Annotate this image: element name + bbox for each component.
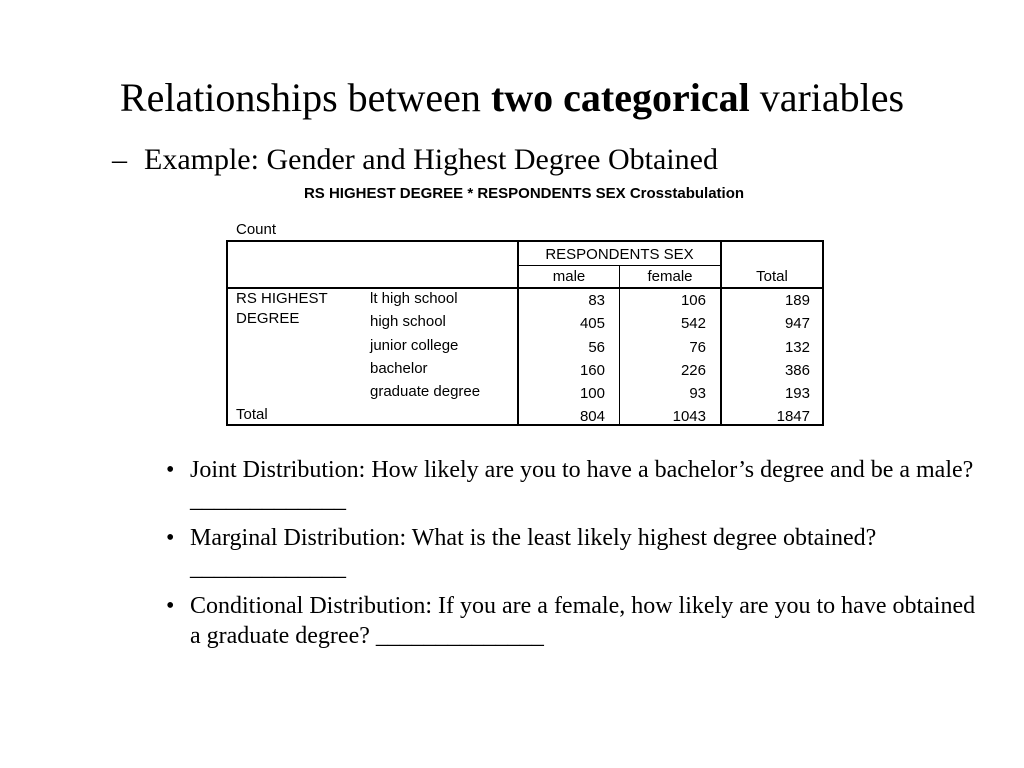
cell-total: 189 bbox=[784, 292, 810, 309]
cell-female: 106 bbox=[680, 292, 706, 309]
question-list bbox=[160, 455, 980, 659]
divider-horizontal-group bbox=[518, 265, 721, 266]
question-marginal-distribution: Marginal Distribution: What is the least likely highest degree obtained? _____________ bbox=[190, 525, 877, 581]
header-female: female bbox=[647, 268, 693, 285]
slide-subtitle bbox=[112, 142, 718, 178]
header-total: Total bbox=[756, 268, 788, 285]
list-item bbox=[160, 523, 980, 583]
title-text-bold: two categorical bbox=[490, 75, 750, 120]
bullet-glyph: • bbox=[166, 525, 175, 551]
subtitle-text: Example: Gender and Highest Degree Obtained bbox=[144, 143, 718, 176]
cell-male-total: 804 bbox=[579, 408, 605, 425]
row-label: junior college bbox=[370, 337, 459, 354]
cell-male: 405 bbox=[579, 315, 605, 332]
cell-total: 386 bbox=[784, 362, 810, 379]
crosstab-table bbox=[226, 240, 824, 426]
row-variable-label-line2: DEGREE bbox=[236, 310, 300, 327]
cell-female: 76 bbox=[689, 339, 706, 356]
question-joint-distribution: Joint Distribution: How likely are you to have a bachelor’s degree and be a male? _____________ bbox=[190, 457, 974, 513]
cell-total: 947 bbox=[784, 315, 810, 332]
header-respondents-sex: RESPONDENTS SEX bbox=[545, 246, 694, 263]
question-conditional-distribution: Conditional Distribution: If you are a female, how likely are you to have obtained a graduate degree? ______________ bbox=[190, 593, 976, 649]
cell-grand-total: 1847 bbox=[776, 408, 810, 425]
cell-female-total: 1043 bbox=[672, 408, 706, 425]
slide-title bbox=[0, 72, 1024, 124]
header-male: male bbox=[552, 268, 586, 285]
cell-female: 93 bbox=[689, 385, 706, 402]
row-label: lt high school bbox=[370, 290, 458, 307]
cell-female: 542 bbox=[680, 315, 706, 332]
bullet-glyph: • bbox=[166, 457, 175, 483]
crosstab-title: RS HIGHEST DEGREE * RESPONDENTS SEX Crosstabulation bbox=[303, 185, 745, 202]
title-text-post: variables bbox=[749, 75, 905, 120]
cell-total: 193 bbox=[784, 385, 810, 402]
cell-male: 56 bbox=[588, 339, 605, 356]
row-variable-label-line1: RS HIGHEST bbox=[236, 290, 328, 307]
cell-male: 100 bbox=[579, 385, 605, 402]
cell-total: 132 bbox=[784, 339, 810, 356]
cell-female: 226 bbox=[680, 362, 706, 379]
list-item bbox=[160, 455, 980, 515]
cell-male: 160 bbox=[579, 362, 605, 379]
subtitle-dash: – bbox=[112, 143, 127, 176]
row-label: high school bbox=[370, 313, 446, 330]
row-label: graduate degree bbox=[370, 383, 481, 400]
list-item bbox=[160, 591, 980, 651]
total-row-label: Total bbox=[236, 406, 268, 423]
bullet-glyph: • bbox=[166, 593, 175, 619]
row-label: bachelor bbox=[370, 360, 428, 377]
cell-male: 83 bbox=[588, 292, 605, 309]
title-text-pre: Relationships between bbox=[119, 75, 491, 120]
crosstab-count-label: Count bbox=[236, 221, 277, 238]
